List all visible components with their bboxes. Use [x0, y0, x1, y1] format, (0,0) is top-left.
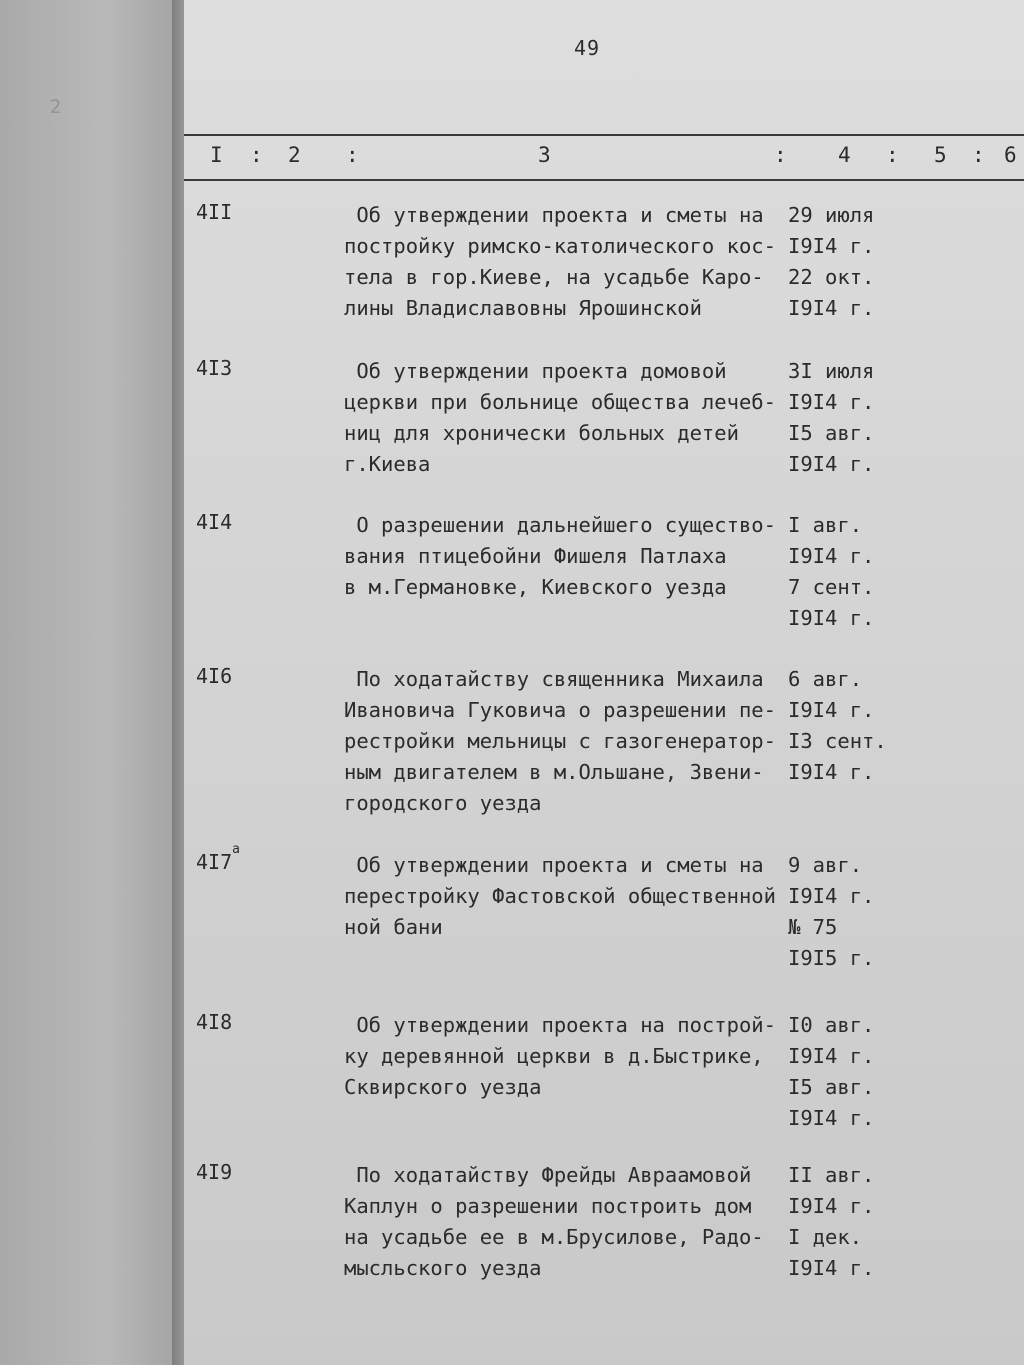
entry-description-line: в м.Германовке, Киевского уезда: [344, 575, 727, 599]
entry-number: [196, 510, 232, 534]
facing-page-edge: [0, 0, 178, 1365]
col-head-1: I: [210, 143, 223, 167]
entry-description-line: перестройку Фастовской общественной: [344, 884, 776, 908]
entry-number-text: 4I4: [196, 510, 233, 534]
entry-description-line: ным двигателем в м.Ольшане, Звени-: [344, 760, 764, 784]
entry-number: [196, 842, 240, 874]
entry-date-line: 6 авг.: [788, 667, 863, 691]
entry-description-line: г.Киева: [344, 452, 431, 476]
col-head-4: 4: [838, 143, 851, 167]
entry-date-line: I0 авг.: [788, 1013, 875, 1037]
entry-description-line: Сквирского уезда: [344, 1075, 542, 1099]
col-sep: :: [972, 143, 985, 167]
entry-description-line: Об утверждении проекта домовой: [344, 359, 727, 383]
entry-date-line: I5 авг.: [788, 1075, 875, 1099]
entry-number: [196, 200, 232, 224]
header-rule-bottom: [184, 179, 1024, 181]
entry-date-line: I9I4 г.: [788, 1106, 875, 1130]
entry-date-line: I9I4 г.: [788, 698, 875, 722]
facing-page-text: 2: [0, 96, 63, 118]
col-sep: :: [346, 143, 359, 167]
page-number: 49: [574, 36, 601, 60]
col-sep: :: [250, 143, 263, 167]
col-head-6: 6: [1004, 143, 1017, 167]
entry-description-line: Об утверждении проекта и сметы на: [344, 853, 764, 877]
col-head-2: 2: [288, 143, 301, 167]
entry-description-line: ной бани: [344, 915, 443, 939]
entry-date-line: I9I4 г.: [788, 1044, 875, 1068]
entry-date-line: 3I июля: [788, 359, 875, 383]
entry-date-line: I9I4 г.: [788, 1194, 875, 1218]
entry-description-line: Каплун о разрешении построить дом: [344, 1194, 752, 1218]
entry-description-line: рестройки мельницы с газогенератор-: [344, 729, 776, 753]
entry-date-line: 29 июля: [788, 203, 875, 227]
col-sep: :: [886, 143, 899, 167]
entry-number-text: 4I9: [196, 1160, 233, 1184]
col-sep: :: [774, 143, 787, 167]
entry-number: [196, 664, 232, 688]
entry-description-line: По ходатайству священника Михаила: [344, 667, 764, 691]
entry-date-line: I авг.: [788, 513, 863, 537]
entry-date-line: I5 авг.: [788, 421, 875, 445]
entry-description-line: мысльского уезда: [344, 1256, 542, 1280]
entry-date-line: I9I4 г.: [788, 760, 875, 784]
entry-description-line: Об утверждении проекта на построй-: [344, 1013, 776, 1037]
entry-description-line: городского уезда: [344, 791, 542, 815]
entry-description-line: лины Владиславовны Ярошинской: [344, 296, 702, 320]
entry-date-line: 7 сент.: [788, 575, 875, 599]
entry-date-line: I9I4 г.: [788, 296, 875, 320]
entry-description-line: ку деревянной церкви в д.Быстрике,: [344, 1044, 764, 1068]
entry-date-line: I9I4 г.: [788, 1256, 875, 1280]
entry-date-line: I9I4 г.: [788, 234, 875, 258]
entry-date-line: I9I4 г.: [788, 544, 875, 568]
entry-description-line: Об утверждении проекта и сметы на: [344, 203, 764, 227]
col-head-5: 5: [934, 143, 947, 167]
col-head-3: 3: [538, 143, 551, 167]
entry-description-line: ниц для хронически больных детей: [344, 421, 739, 445]
entry-description-line: на усадьбе ее в м.Брусилове, Радо-: [344, 1225, 764, 1249]
entry-date-line: I9I4 г.: [788, 884, 875, 908]
entry-date-line: 9 авг.: [788, 853, 863, 877]
entry-date-line: 22 окт.: [788, 265, 875, 289]
entry-description-line: тела в гор.Киеве, на усадьбе Каро-: [344, 265, 764, 289]
entry-date-line: II авг.: [788, 1163, 875, 1187]
entry-number-text: 4II: [196, 200, 233, 224]
entry-number-text: 4I3: [196, 356, 233, 380]
entry-description-line: вания птицебойни Фишеля Патлаха: [344, 544, 727, 568]
entry-description-line: постройку римско-католического кос-: [344, 234, 776, 258]
entry-description-line: церкви при больнице общества лечеб-: [344, 390, 776, 414]
entry-number: [196, 1010, 232, 1034]
entry-number-text: 4I7: [196, 850, 233, 874]
entry-number-text: 4I8: [196, 1010, 233, 1034]
entry-date-line: I3 сент.: [788, 729, 887, 753]
entry-number-text: 4I6: [196, 664, 233, 688]
entry-date-line: I9I4 г.: [788, 606, 875, 630]
entry-date-line: I9I4 г.: [788, 390, 875, 414]
entry-number-superscript: а: [232, 842, 240, 857]
document-page: [184, 0, 1024, 1365]
entry-description-line: Ивановича Гуковича о разрешении пе-: [344, 698, 776, 722]
entry-number: [196, 1160, 232, 1184]
entry-date-line: I дек.: [788, 1225, 863, 1249]
header-rule-top: [184, 134, 1024, 136]
entry-date-line: № 75: [788, 915, 838, 939]
entry-description-line: По ходатайству Фрейды Авраамовой: [344, 1163, 752, 1187]
entry-number: [196, 356, 232, 380]
entry-date-line: I9I4 г.: [788, 452, 875, 476]
entry-date-line: I9I5 г.: [788, 946, 875, 970]
entry-description-line: О разрешении дальнейшего существо-: [344, 513, 776, 537]
